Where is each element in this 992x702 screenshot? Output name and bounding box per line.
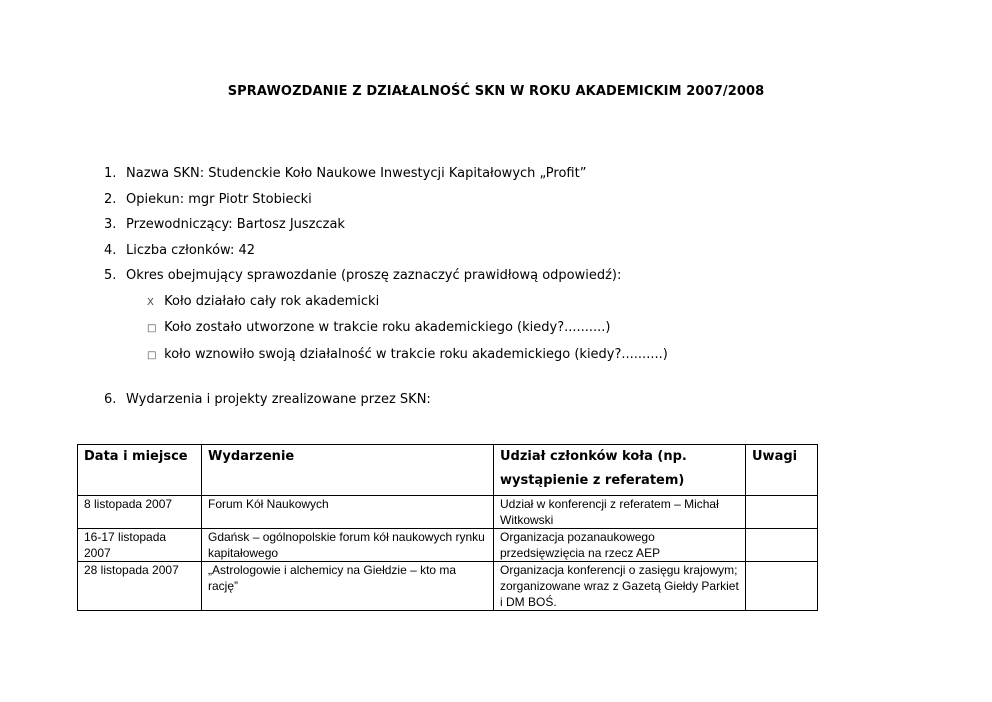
option-text: koło wznowiło swoją działalność w trakcie roku akademickiego (kiedy?..........) — [164, 346, 668, 362]
table-row — [78, 529, 818, 562]
cell-remarks — [746, 529, 818, 562]
header-date-place: Data i miejsce — [78, 445, 202, 496]
item-2 — [104, 187, 668, 213]
option-resumed — [104, 342, 668, 369]
item-3 — [104, 212, 668, 238]
events-table — [77, 444, 818, 611]
option-created — [104, 315, 668, 342]
cell-date: 8 listopada 2007 — [78, 496, 202, 529]
item-text: Liczba członków: 42 — [126, 242, 256, 258]
header-participation: Udział członków koła (np. wystąpienie z referatem) — [494, 445, 746, 496]
item-number: 3. — [104, 217, 117, 232]
item-text: Okres obejmujący sprawozdanie (proszę zaznaczyć prawidłową odpowiedź): — [126, 268, 622, 283]
cell-participation: Udział w konferencji z referatem – Michał Witkowski — [494, 496, 746, 529]
table-row — [78, 496, 818, 529]
item-number: 4. — [104, 242, 117, 258]
cell-event: Gdańsk – ogólnopolskie forum kół naukowych rynku kapitałowego — [202, 529, 494, 562]
cell-event: Forum Kół Naukowych — [202, 496, 494, 529]
cell-event: „Astrologowie i alchemicy na Giełdzie – kto ma rację” — [202, 562, 494, 611]
cell-remarks — [746, 562, 818, 611]
item-number: 1. — [104, 166, 117, 181]
item-number: 2. — [104, 191, 117, 207]
checkbox-marked: X — [147, 296, 154, 308]
item-6 — [104, 392, 431, 407]
option-text: Koło działało cały rok akademicki — [164, 293, 380, 309]
cell-remarks — [746, 496, 818, 529]
item-1 — [104, 161, 668, 187]
item-text: Opiekun: mgr Piotr Stobiecki — [126, 191, 312, 207]
item-text: Nazwa SKN: Studenckie Koło Naukowe Inwestycji Kapitałowych „Profit” — [126, 166, 587, 181]
item-4 — [104, 238, 668, 264]
cell-date: 28 listopada 2007 — [78, 562, 202, 611]
checkbox-empty: □ — [147, 349, 157, 361]
table-row — [78, 562, 818, 611]
item-number: 5. — [104, 268, 117, 283]
item-number: 6. — [104, 392, 117, 407]
cell-participation: Organizacja pozanaukowego przedsięwzięcia na rzecz AEP — [494, 529, 746, 562]
checkbox-empty: □ — [147, 323, 157, 334]
cell-date: 16-17 listopada 2007 — [78, 529, 202, 562]
cell-participation: Organizacja konferencji o zasięgu krajowym; zorganizowane wraz z Gazetą Giełdy Parkiet i DM BOŚ. — [494, 562, 746, 611]
document-title: SPRAWOZDANIE Z DZIAŁALNOŚĆ SKN W ROKU AKADEMICKIM 2007/2008 — [227, 84, 765, 99]
option-text: Koło zostało utworzone w trakcie roku akademickiego (kiedy?..........) — [164, 320, 611, 335]
header-event: Wydarzenie — [202, 445, 494, 496]
item-5 — [104, 263, 668, 289]
table-header-row — [78, 445, 818, 496]
option-full-year — [104, 289, 668, 316]
item-text: Przewodniczący: Bartosz Juszczak — [126, 217, 345, 232]
item-text: Wydarzenia i projekty zrealizowane przez SKN: — [126, 392, 431, 407]
report-items — [104, 161, 668, 368]
header-remarks: Uwagi — [746, 445, 818, 496]
